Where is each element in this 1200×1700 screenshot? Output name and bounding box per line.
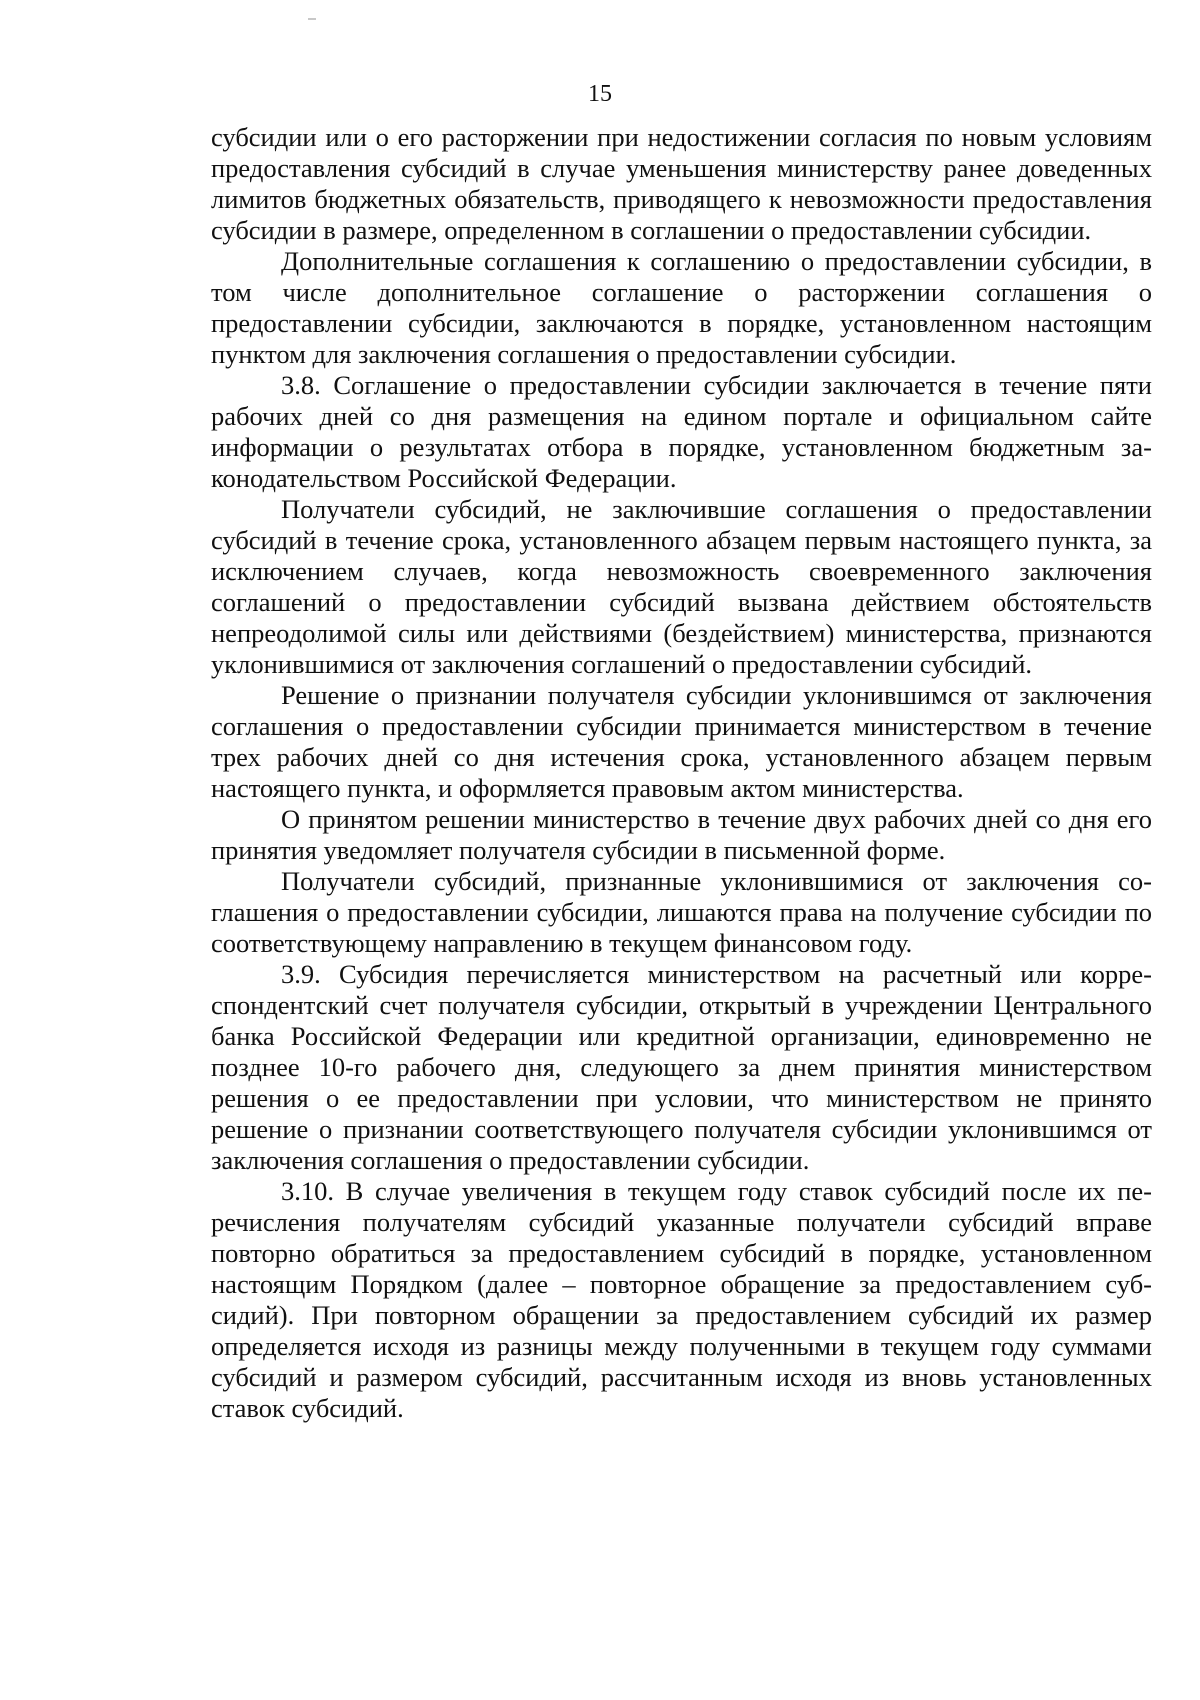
scan-artifact xyxy=(308,18,316,20)
page-number: 15 xyxy=(588,81,612,107)
paragraph: Решение о признании получателя субсидии уклонившимся от заключения соглашения о предоставлении субсидии принимается министерством в течение трех рабочих дней со дня истечения срока, установленного абзацем первым настоящего пункта, и оформляется правовым актом министерства. xyxy=(211,680,1152,803)
paragraph-3-8: 3.8. Соглашение о предоставлении субсидии заключается в течение пяти рабочих дней со дня размещения на едином портале и официальном сайте информации о результатах отбора в порядке, установленном бюджетным законодательством Российской Федерации. xyxy=(211,370,1152,493)
paragraph: Получатели субсидий, не заключившие соглашения о предоставлении субсидий в течение срока, установленного абзацем первым настоящего пункта, за исключением случаев, когда невозможность своевременного заключения соглашений о предоставлении субсидий вызвана действием обстоятельств непреодолимой силы или действиями (бездействием) министерства, признаются уклонившимися от заключения соглашений о предоставлении субсидий. xyxy=(211,494,1152,679)
paragraph-3-9: 3.9. Субсидия перечисляется министерством на расчетный или корреспондентский счет получателя субсидии, открытый в учреждении Центрального банка Российской Федерации или кредитной организации, единовременно не позднее 10-го рабочего дня, следующего за днем принятия министерством решения о ее предоставлении при условии, что министерством не принято решение о признании соответствующего получателя субсидии уклонившимся от заключения соглашения о предоставлении субсидии. xyxy=(211,959,1152,1175)
paragraph: Получатели субсидий, признанные уклонившимися от заключения соглашения о предоставлении субсидии, лишаются права на получение субсидии по соответствующему направлению в текущем финансовом году. xyxy=(211,866,1152,958)
paragraph: Дополнительные соглашения к соглашению о предоставлении субсидии, в том числе дополнительное соглашение о расторжении соглашения о предоставлении субсидии, заключаются в порядке, установленном настоящим пунктом для заключения соглашения о предоставлении субсидии. xyxy=(211,246,1152,369)
paragraph: О принятом решении министерство в течение двух рабочих дней со дня его принятия уведомляет получателя субсидии в письменной форме. xyxy=(211,804,1152,865)
document-body xyxy=(211,122,1152,1424)
paragraph-continuation: субсидии или о его расторжении при недостижении согласия по новым условиям предоставления субсидий в случае уменьшения министерству ранее доведенных лимитов бюджетных обязательств, приводящего к невозможности предоставления субсидии в размере, определенном в соглашении о предоставлении субсидии. xyxy=(211,122,1152,245)
paragraph-3-10: 3.10. В случае увеличения в текущем году ставок субсидий после их перечисления получателям субсидий указанные получатели субсидий вправе повторно обратиться за предоставлением субсидий в порядке, установленном настоящим Порядком (далее – повторное обращение за предоставлением субсидий). При повторном обращении за предоставлением субсидий их размер определяется исходя из разницы между полученными в текущем году суммами субсидий и размером субсидий, рассчитанным исходя из вновь установленных ставок субсидий. xyxy=(211,1176,1152,1423)
